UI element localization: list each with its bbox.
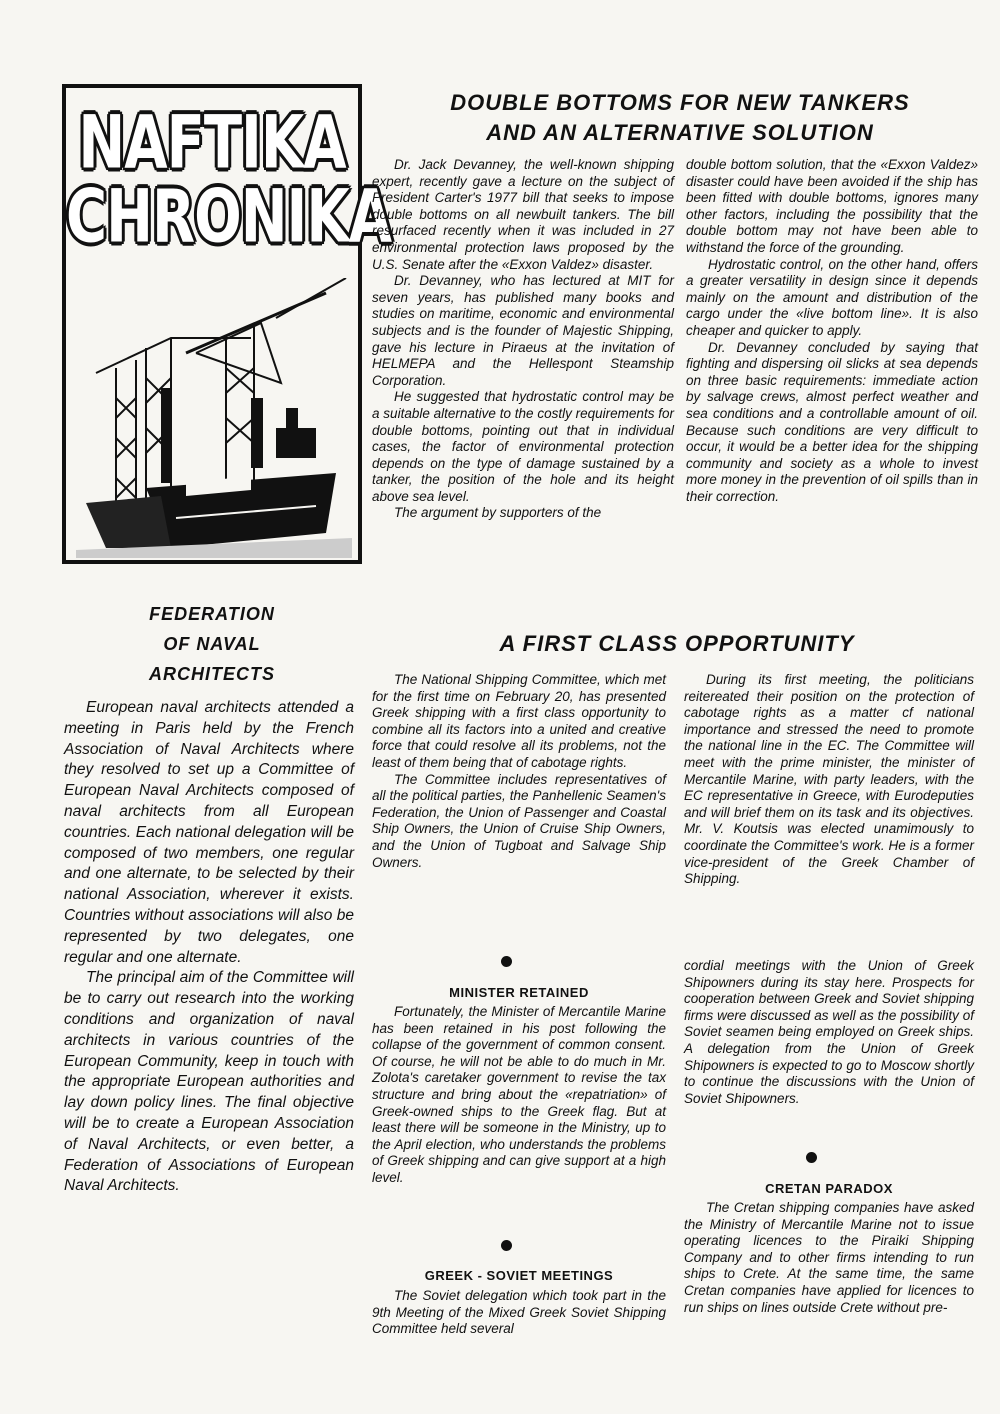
opportunity-headline: A FIRST CLASS OPPORTUNITY <box>499 631 855 656</box>
paragraph: Dr. Devanney, who has lectured at MIT for seven years, has published many books and studies on maritime, economic and environmental subjects and is the founder of Majestic Shipping, gave his lecture in Piraeus at the invitation of HELMEPA and the Hellespont Steamship Corporation. <box>372 273 674 388</box>
federation-heading-line2: OF NAVAL <box>163 634 261 654</box>
cretan-body <box>684 1200 974 1316</box>
article2-column1 <box>372 672 666 871</box>
article1-column1 <box>372 157 674 522</box>
paragraph: During its first meeting, the politicians reitereated their position on the protection of cabotage rights as a matter cf national importance and stressed the need to promote the national line in the EC. The Committee will meet with the prime minister, the minister of Mercantile Marine, with party leaders, with the EC representative in Greece, with Eurodeputies and will brief them on its task and its objectives. Mr. V. Koutsis was elected unamimously to coordinate the Committee's work. He is a former vice-president of the Greek Chamber of Shipping. <box>684 672 974 887</box>
minister-heading: MINISTER RETAINED <box>449 985 589 1000</box>
federation-heading-line1: FEDERATION <box>149 604 275 624</box>
headline-line1: DOUBLE BOTTOMS FOR NEW TANKERS <box>450 90 910 115</box>
soviet-body-start <box>372 1288 666 1338</box>
masthead-title-line2: CHRONIKA <box>66 175 392 260</box>
minister-body <box>372 1004 666 1187</box>
article2-column2 <box>684 672 974 888</box>
section-bullet <box>501 1240 512 1251</box>
article-headline <box>380 88 980 148</box>
masthead-title-line1: NAFTIKA <box>78 101 346 186</box>
paragraph: Hydrostatic control, on the other hand, offers a greater versatility in design since it depends mainly on the amount and distribution of the cargo under the «live bottom line». It is also cheaper and quicker to apply. <box>686 256 978 338</box>
federation-body <box>64 698 354 1197</box>
paragraph: The National Shipping Committee, which met for the first time on February 20, has presented Greek shipping with a first class opportunity to combine all its factors into a united and creative force that could resolve all its problems, not the least of them being that of cabotage rights. <box>372 672 666 770</box>
paragraph: The Committee includes representatives of all the political parties, the Panhellenic Seamen's Federation, the Union of Passenger and Coastal Ship Owners, the Union of Cruise Ship Owners, and the Union of Tugboat and Salvage Ship Owners. <box>372 771 666 870</box>
section-bullet <box>806 1152 817 1163</box>
article1-column2 <box>686 157 978 505</box>
federation-heading <box>62 599 362 689</box>
paragraph: Dr. Jack Devanney, the well-known shipping expert, recently gave a lecture on the subject of President Carter's 1977 bill that seeks to impose double bottoms on all newbuilt tankers. The bill resurfaced recently when it was included in 27 environmental protection laws proposed by the U.S. Senate after the «Exxon Valdez» disaster. <box>372 157 674 272</box>
cretan-heading: CRETAN PARADOX <box>765 1181 893 1196</box>
federation-heading-line3: ARCHITECTS <box>149 664 275 684</box>
paragraph: The argument by supporters of the <box>394 505 602 521</box>
paragraph: The Cretan shipping companies have asked the Ministry of Mercantile Marine not to issue operating licences to the Piraiki Shipping Company and to other firms intending to run ships to Crete. At the same time, the same Cretan companies have applied for licences to run ships on lines outside Crete without pre- <box>684 1200 974 1315</box>
headline-line2: AND AN ALTERNATIVE SOLUTION <box>486 120 874 145</box>
masthead-box <box>62 84 392 564</box>
paragraph: European naval architects attended a meeting in Paris held by the French Association of Naval Architects where they resolved to set up a Committee of European Naval Architects composed of naval architects from all European countries. Each national delegation will be composed of two members, one regular and one alternate, to be selected by their national Association, wherever it exists. Countries without associations will also be represented by two delegates, one regular and one alternate. <box>64 699 354 966</box>
paragraph: The principal aim of the Committee will be to carry out research into the working conditions and organization of naval architects in various countries of the European Community, keep in touch with the appropriate European authorities and lay down policy lines. The final objective will be to create a European Association of Naval Architects, or even better, a Federation of Associations of European Naval Architects. <box>64 969 354 1195</box>
paragraph: double bottom solution, that the «Exxon Valdez» disaster could have been avoided if the ship has been fitted with double bottoms, ignores many other factors, including the possibility that the double bottom may not have been able to withstand the force of the grounding. <box>686 157 978 255</box>
paragraph: The Soviet delegation which took part in the 9th Meeting of the Mixed Greek Soviet Shipping Committee held several <box>372 1288 666 1337</box>
paragraph: Fortunately, the Minister of Mercantile Marine has been retained in his post following the collapse of the government of common consent. Of course, he will not be able to do much in Mr. Zolota's caretaker government to revise the tax structure and bring about the «repatriation» of Greek-owned ships to the Greek flag. But at least there will be someone in the Ministry, up to the April election, who understands the problems of Greek shipping and can give support at a high level. <box>372 1004 666 1185</box>
soviet-body-continued <box>684 958 974 1107</box>
paragraph: Dr. Devanney concluded by saying that fighting and dispersing oil slicks at sea depends on three basic requirements: immediate action by salvage crews, almost perfect weather and sea conditions and a controllable amount of oil. Because such conditions are very difficult to occur, it would be a better idea for the shipping community and society as a whole to invest more money in the prevention of oil spills than in their correction. <box>686 339 978 504</box>
port-cranes-ship-illustration <box>76 278 352 558</box>
section-bullet <box>501 956 512 967</box>
paragraph: He suggested that hydrostatic control may be a suitable alternative to the costly requirements for double bottoms, pointing out that in individual cases, the factor of environmental protection depends on the type of damage sustained by a tanker, the position of the hole and its height above sea level. <box>372 389 674 504</box>
soviet-heading: GREEK - SOVIET MEETINGS <box>424 1268 614 1283</box>
paragraph: cordial meetings with the Union of Greek Shipowners during its stay here. Prospects for cooperation between Greek and Soviet shipping firms were discussed as well as the possibility of Soviet seamen being employed on Greek ships. A delegation from the Union of Greek Shipowners is expected to go to Moscow shortly to continue the discussions with the Union of Soviet Shipowners. <box>684 958 974 1106</box>
